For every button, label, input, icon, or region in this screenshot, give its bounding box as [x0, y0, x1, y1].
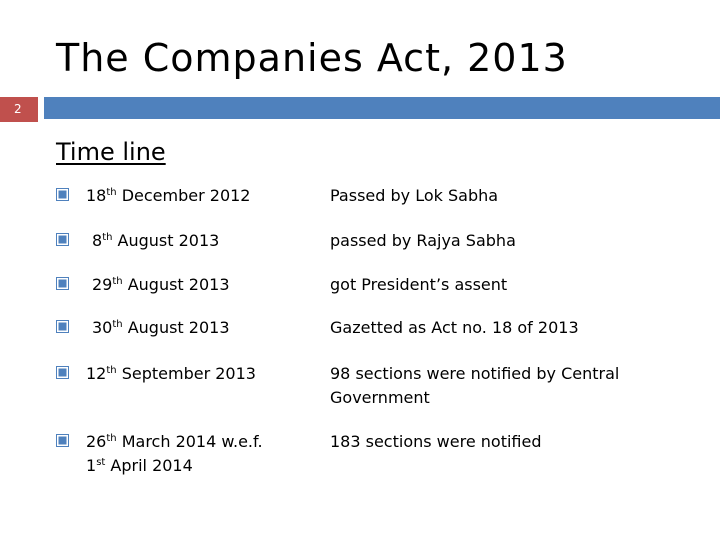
timeline-event: passed by Rajya Sabha — [330, 231, 516, 250]
timeline-date: 18th December 2012 — [86, 186, 251, 205]
timeline-date: 26th March 2014 w.e.f. — [86, 432, 263, 451]
timeline-event: got President’s assent — [330, 275, 508, 294]
timeline-date-line2: 1st April 2014 — [86, 456, 193, 475]
checkbox-bullet-icon — [56, 320, 69, 333]
checkbox-bullet-icon — [56, 366, 69, 379]
slide-number: 2 — [14, 102, 22, 116]
checkbox-bullet-icon — [56, 233, 69, 246]
section-heading: Time line — [56, 138, 166, 166]
timeline-date: 30th August 2013 — [92, 318, 230, 337]
timeline-event: Gazetted as Act no. 18 of 2013 — [330, 318, 579, 337]
timeline-date: 12th September 2013 — [86, 364, 256, 383]
timeline-event: 98 sections were notified by Central Government — [330, 364, 620, 407]
checkbox-bullet-icon — [56, 188, 69, 201]
timeline-event: Passed by Lok Sabha — [330, 186, 499, 205]
checkbox-bullet-icon — [56, 277, 69, 290]
timeline-event: 183 sections were notified — [330, 432, 542, 451]
checkbox-bullet-icon — [56, 434, 69, 447]
timeline-date: 29th August 2013 — [92, 275, 230, 294]
header-accent-bar — [44, 97, 720, 119]
slide-title: The Companies Act, 2013 — [56, 36, 568, 80]
timeline-date: 8th August 2013 — [92, 231, 220, 250]
